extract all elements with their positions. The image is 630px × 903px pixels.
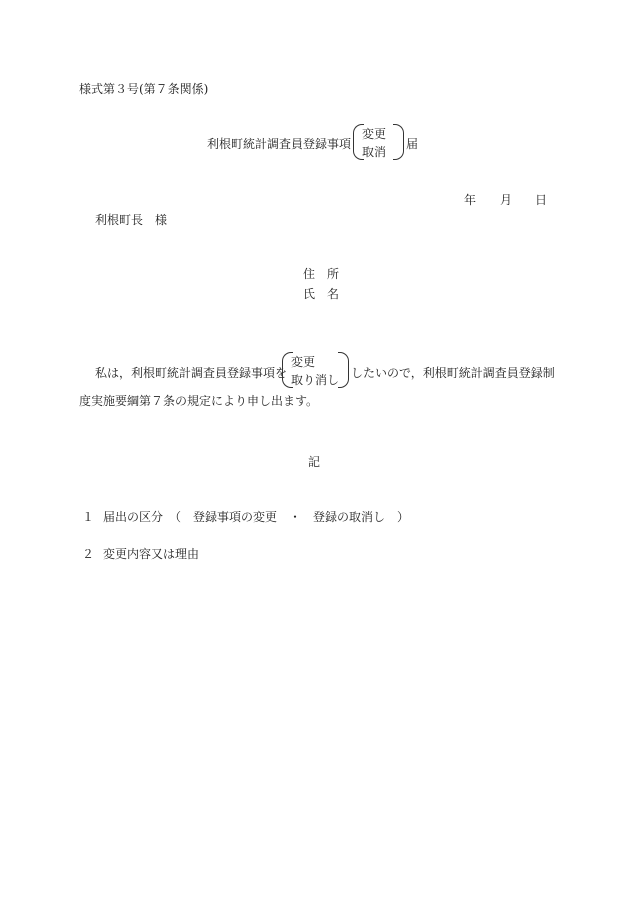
body-continuation: したいので，利根町統計調査員登録制 bbox=[351, 366, 555, 380]
item-2-number: ２ bbox=[82, 547, 95, 561]
title-option-change: 変更 bbox=[362, 127, 387, 141]
addressee: 利根町長 様 bbox=[95, 213, 168, 227]
title-right-bracket bbox=[393, 124, 404, 160]
title-option-cancel: 取消 bbox=[362, 145, 387, 159]
item-1-text: 届出の区分 （ 登録事項の変更 ・ 登録の取消し ） bbox=[103, 510, 410, 524]
date-month: 月 bbox=[500, 193, 513, 207]
form-number: 様式第３号(第７条関係) bbox=[79, 82, 209, 96]
date-day: 日 bbox=[535, 193, 548, 207]
body-intro: 私は，利根町統計調査員登録事項を bbox=[95, 366, 288, 380]
address-label: 住 所 bbox=[303, 267, 340, 281]
name-label: 氏 名 bbox=[303, 287, 340, 301]
item-2-text: 変更内容又は理由 bbox=[103, 547, 200, 561]
body-second-line: 度実施要綱第７条の規定により申し出ます。 bbox=[79, 394, 319, 408]
ki-heading: 記 bbox=[308, 455, 321, 469]
body-option-change: 変更 bbox=[291, 355, 316, 369]
title-prefix: 利根町統計調査員登録事項 bbox=[207, 137, 352, 151]
body-option-withdraw: 取り消し bbox=[291, 373, 340, 387]
item-1-number: １ bbox=[82, 510, 95, 524]
title-suffix: 届 bbox=[406, 137, 419, 151]
body-right-bracket bbox=[338, 352, 349, 388]
date-year: 年 bbox=[464, 193, 477, 207]
